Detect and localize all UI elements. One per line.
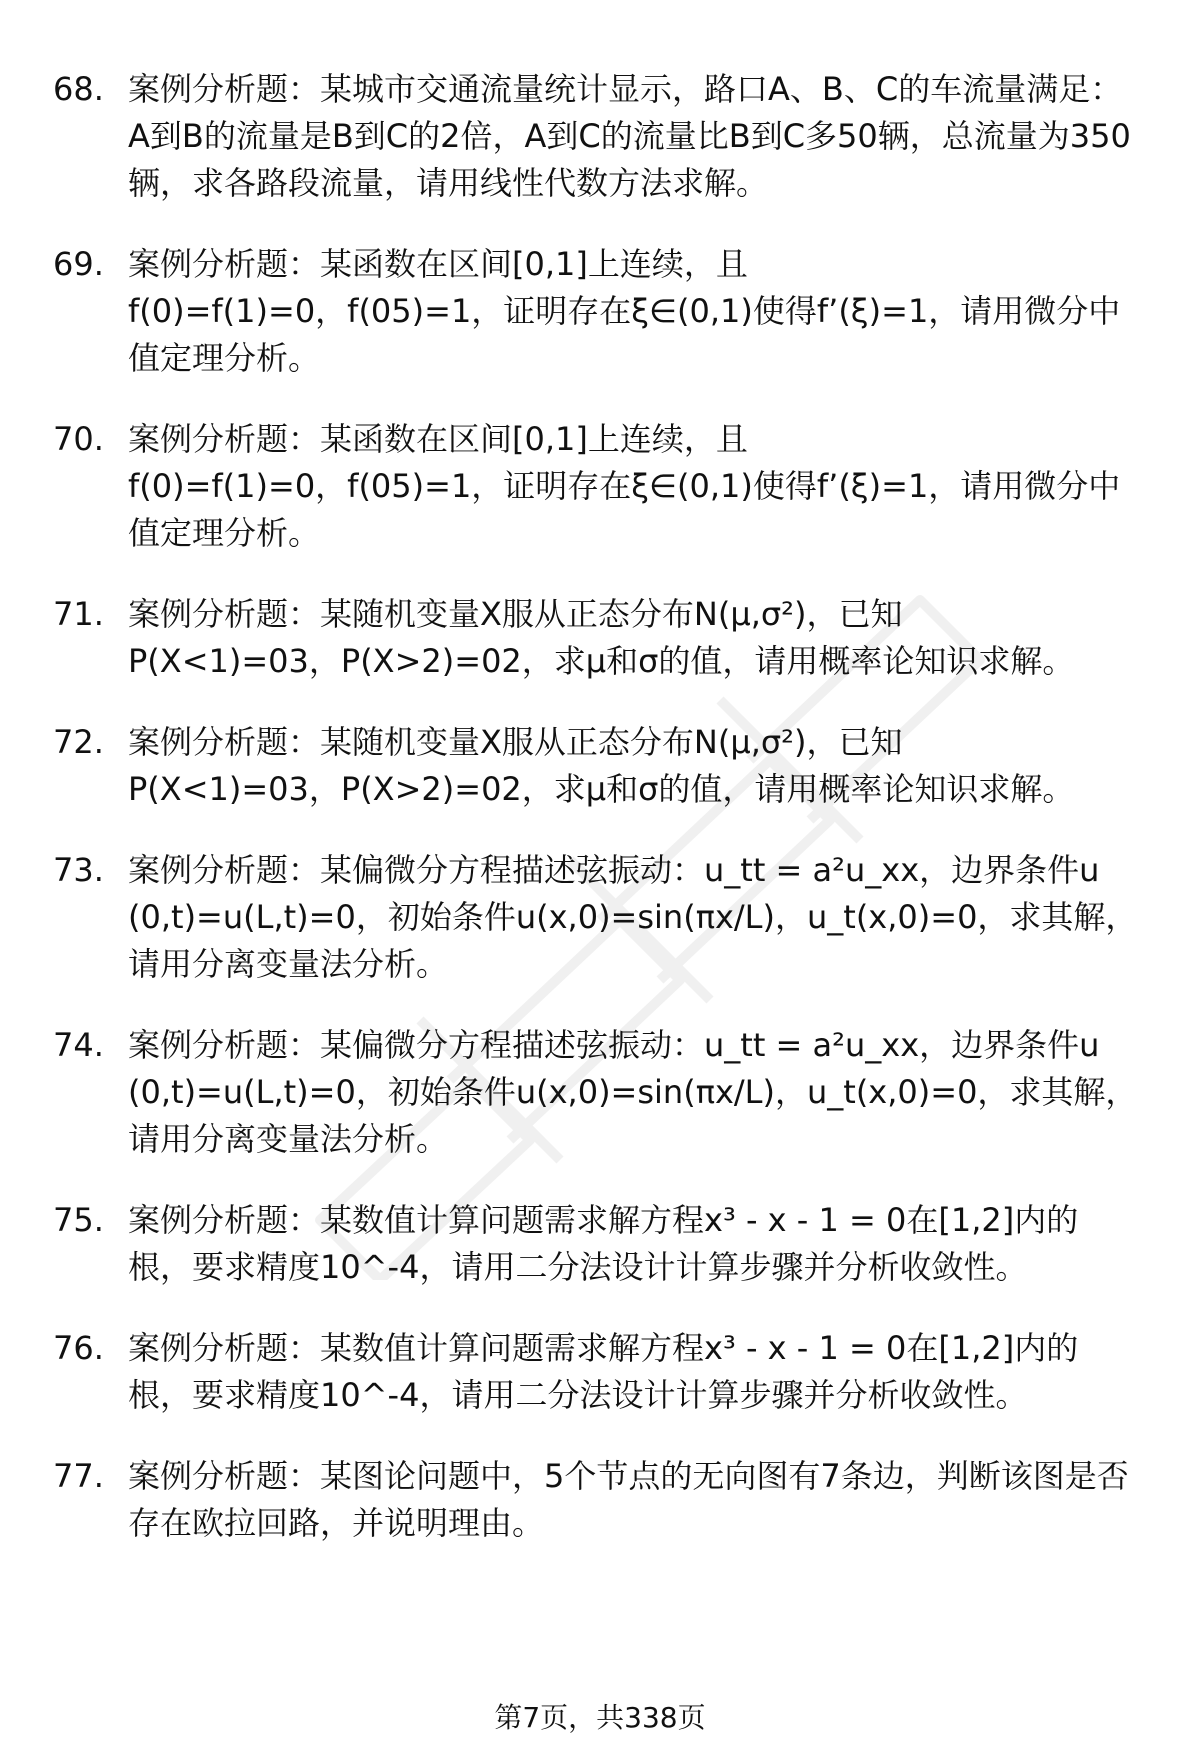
- question-text: 案例分析题：某图论问题中，5个节点的无向图有7条边，判断该图是否存在欧拉回路，并说明理由。: [128, 1457, 1129, 1542]
- question-text: 案例分析题：某偏微分方程描述弦振动：u_tt = a²u_xx，边界条件u(0,t)=u(L,t)=0，初始条件u(x,0)=sin(πx/L)，u_t(x,0)=0，求其解，请用分离变量法分析。: [128, 1026, 1138, 1158]
- question-item: [0, 591, 1200, 685]
- question-item: [0, 241, 1200, 382]
- question-number: 75.: [53, 1201, 104, 1239]
- question-item: [0, 719, 1200, 813]
- question-text: 案例分析题：某函数在区间[0,1]上连续，且 f(0)=f(1)=0，f(05)=1，证明存在ξ∈(0,1)使得f’(ξ)=1，请用微分中值定理分析。: [128, 245, 1121, 377]
- question-number: 71.: [53, 595, 104, 633]
- question-number: 74.: [53, 1026, 104, 1064]
- question-number: 76.: [53, 1329, 104, 1367]
- question-number: 77.: [53, 1457, 104, 1495]
- question-item: [0, 1453, 1200, 1547]
- question-text: 案例分析题：某随机变量X服从正态分布N(μ,σ²)，已知 P(X<1)=03，P(X>2)=02，求μ和σ的值，请用概率论知识求解。: [128, 595, 1075, 680]
- question-text: 案例分析题：某偏微分方程描述弦振动：u_tt = a²u_xx，边界条件u(0,t)=u(L,t)=0，初始条件u(x,0)=sin(πx/L)，u_t(x,0)=0，求其解，请用分离变量法分析。: [128, 851, 1138, 983]
- question-number: 72.: [53, 723, 104, 761]
- question-number: 70.: [53, 420, 104, 458]
- question-text: 案例分析题：某数值计算问题需求解方程x³ - x - 1 = 0在[1,2]内的根，要求精度10^-4，请用二分法设计计算步骤并分析收敛性。: [128, 1201, 1079, 1286]
- question-item: [0, 847, 1200, 988]
- question-text: 案例分析题：某随机变量X服从正态分布N(μ,σ²)，已知 P(X<1)=03，P(X>2)=02，求μ和σ的值，请用概率论知识求解。: [128, 723, 1075, 808]
- question-item: [0, 66, 1200, 207]
- question-text: 案例分析题：某数值计算问题需求解方程x³ - x - 1 = 0在[1,2]内的根，要求精度10^-4，请用二分法设计计算步骤并分析收敛性。: [128, 1329, 1079, 1414]
- question-number: 73.: [53, 851, 104, 889]
- question-number: 69.: [53, 245, 104, 283]
- question-text: 案例分析题：某城市交通流量统计显示，路口A、B、C的车流量满足：A到B的流量是B到C的2倍，A到C的流量比B到C多50辆，总流量为350辆，求各路段流量，请用线性代数方法求解。: [128, 70, 1131, 202]
- page-footer: 第7页，共338页: [494, 1701, 706, 1734]
- question-number: 68.: [53, 70, 104, 108]
- question-item: [0, 416, 1200, 557]
- question-item: [0, 1325, 1200, 1419]
- question-item: [0, 1197, 1200, 1291]
- question-list: [0, 66, 1200, 1581]
- question-item: [0, 1022, 1200, 1163]
- question-text: 案例分析题：某函数在区间[0,1]上连续，且 f(0)=f(1)=0，f(05)=1，证明存在ξ∈(0,1)使得f’(ξ)=1，请用微分中值定理分析。: [128, 420, 1121, 552]
